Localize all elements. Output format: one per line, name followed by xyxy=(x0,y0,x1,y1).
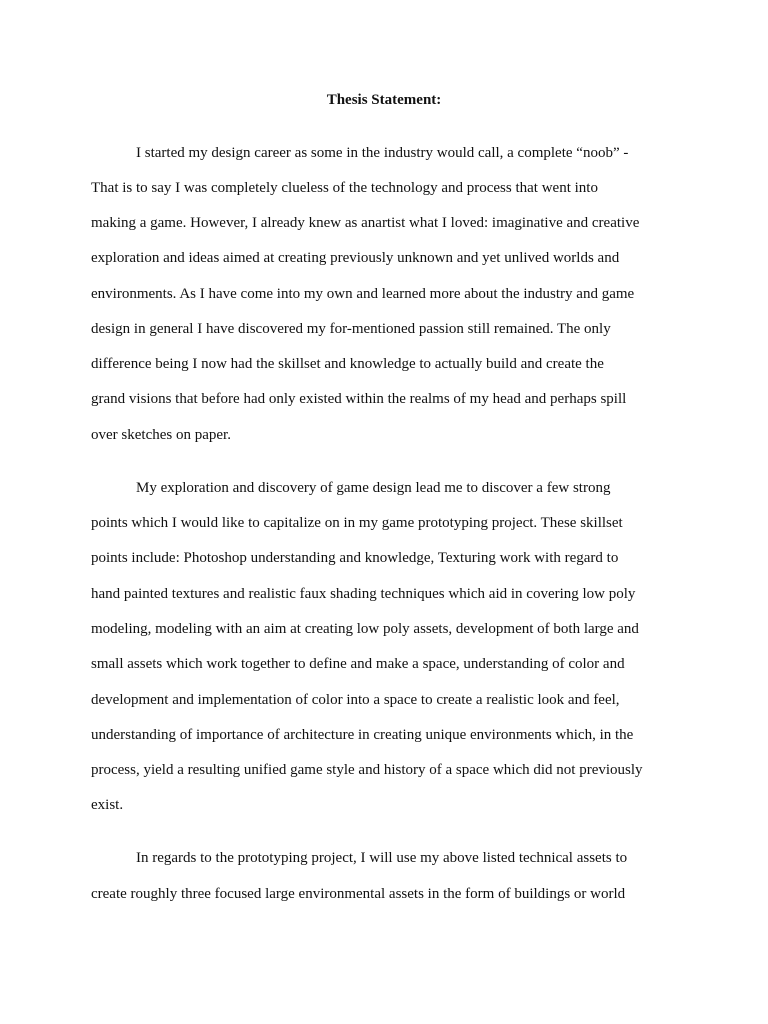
paragraph-1-line-7: difference being I now had the skillset and knowledge to actually build and create the xyxy=(91,356,604,372)
paragraph-2-line-2: points which I would like to capitalize on in my game prototyping project. These skillset xyxy=(91,515,623,531)
paragraph-2-line-3: points include: Photoshop understanding and knowledge, Texturing work with regard to xyxy=(91,550,619,566)
paragraph-2-line-1: My exploration and discovery of game design lead me to discover a few strong xyxy=(136,480,611,496)
paragraph-2-line-7: development and implementation of color into a space to create a realistic look and feel, xyxy=(91,692,620,708)
paragraph-2-line-10: exist. xyxy=(91,797,124,813)
paragraph-1-line-5: environments. As I have come into my own and learned more about the industry and game xyxy=(91,286,635,302)
paragraph-1-line-4: exploration and ideas aimed at creating previously unknown and yet unlived worlds and xyxy=(91,250,620,266)
paragraph-2-line-8: understanding of importance of architecture in creating unique environments which, in the xyxy=(91,727,634,743)
paragraph-1-line-2: That is to say I was completely clueless of the technology and process that went into xyxy=(91,180,598,196)
document-title: Thesis Statement: xyxy=(326,92,442,108)
paragraph-2-line-6: small assets which work together to define and make a space, understanding of color and xyxy=(91,656,625,672)
paragraph-2-line-4: hand painted textures and realistic faux shading techniques which aid in covering low poly xyxy=(91,586,636,602)
paragraph-1-line-6: design in general I have discovered my for-mentioned passion still remained. The only xyxy=(91,321,611,337)
paragraph-1-line-9: over sketches on paper. xyxy=(91,427,231,443)
paragraph-3-line-1: In regards to the prototyping project, I will use my above listed technical assets to xyxy=(136,850,628,866)
paragraph-2-line-9: process, yield a resulting unified game style and history of a space which did not previously xyxy=(91,762,643,778)
paragraph-2-line-5: modeling, modeling with an aim at creating low poly assets, development of both large and xyxy=(91,621,639,637)
paragraph-3-line-2: create roughly three focused large environmental assets in the form of buildings or world xyxy=(91,886,626,902)
paragraph-1-line-3: making a game. However, I already knew as anartist what I loved: imaginative and creative xyxy=(91,215,640,231)
paragraph-1-line-8: grand visions that before had only existed within the realms of my head and perhaps spill xyxy=(91,391,627,407)
paragraph-1-line-1: I started my design career as some in the industry would call, a complete “noob” - xyxy=(136,145,629,161)
